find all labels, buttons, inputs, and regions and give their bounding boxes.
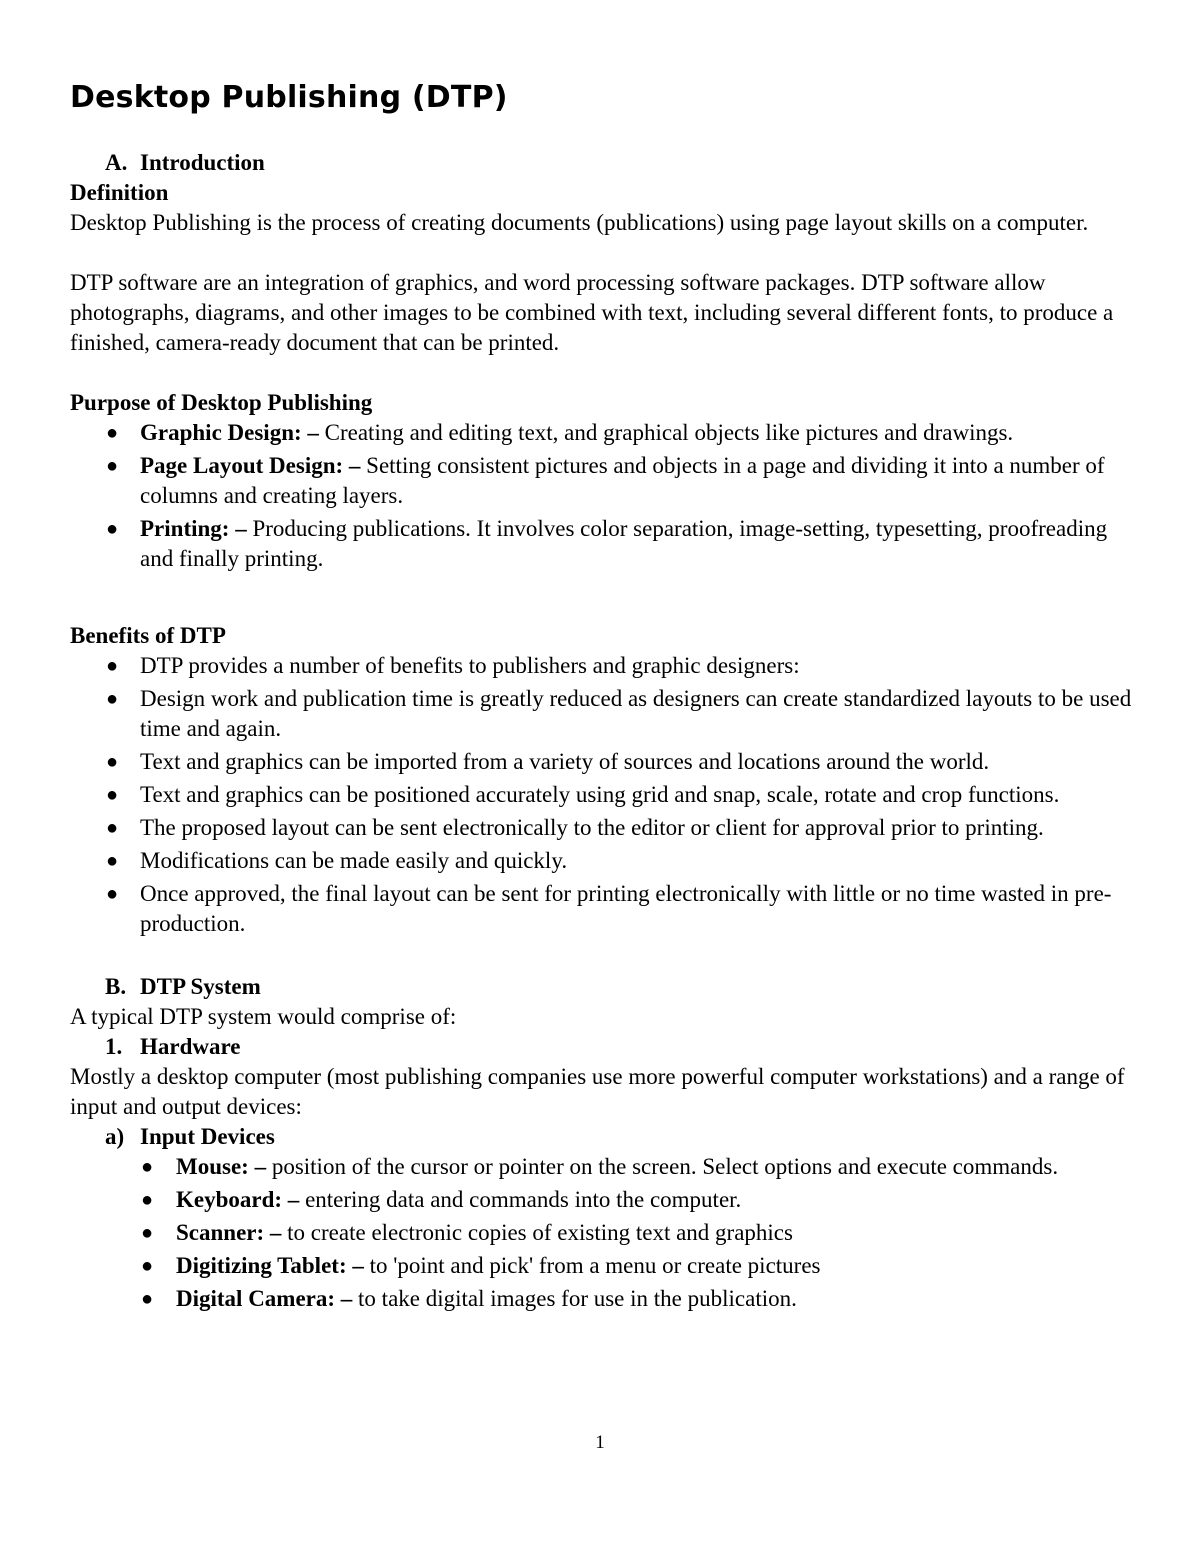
definition-heading: Definition [70,180,169,205]
bullet-icon: ● [106,655,119,677]
hardware-heading: 1. Hardware [105,1034,241,1059]
bullet-icon: ● [106,883,119,905]
input-devices-heading: a) Input Devices [105,1124,275,1149]
definition-text: Desktop Publishing is the process of creating documents (publications) using page layout skills on a computer. [70,210,1089,235]
benefits-heading: Benefits of DTP [70,623,226,648]
bullet-icon: ● [106,850,119,872]
section-b-heading: B. DTP System [105,974,261,999]
bullet-icon: ● [106,455,119,477]
list-item: ● Keyboard: – entering data and commands into the computer. [70,1185,1135,1215]
list-item: ● Digital Camera: – to take digital images for use in the publication. [70,1284,1135,1314]
purpose-list [70,418,1135,574]
page-number: 1 [595,1432,605,1453]
list-item: ● Text and graphics can be imported from a variety of sources and locations around the world. [70,747,1135,777]
bullet-icon: ● [141,1288,154,1310]
input-devices-list [70,1152,1135,1314]
list-item: ● Mouse: – position of the cursor or pointer on the screen. Select options and execute commands. [70,1152,1135,1182]
hardware-text: Mostly a desktop computer (most publishing companies use more powerful computer workstations) and a range of input and output devices: [70,1064,1125,1119]
dtp-software-text: DTP software are an integration of graphics, and word processing software packages. DTP software allow photographs, diagrams, and other images to be combined with text, including several different fonts, to produce a finished, camera-ready document that can be printed. [70,270,1114,355]
system-intro-text: A typical DTP system would comprise of: [70,1004,457,1029]
bullet-icon: ● [141,1156,154,1178]
list-item: ● Page Layout Design: – Setting consistent pictures and objects in a page and dividing it into a number of columns and creating layers. [106,453,1105,508]
list-item: ● Graphic Design: – Creating and editing text, and graphical objects like pictures and drawings. [70,418,1135,448]
list-item: ● Modifications can be made easily and quickly. [70,846,1135,876]
list-item: ● Design work and publication time is greatly reduced as designers can create standardized layouts to be used time and again. [106,686,1132,741]
section-a-heading: A. Introduction [105,150,265,175]
list-item: ● The proposed layout can be sent electronically to the editor or client for approval prior to printing. [70,813,1135,843]
bullet-icon: ● [106,422,119,444]
bullet-icon: ● [106,688,119,710]
list-item: ● Text and graphics can be positioned accurately using grid and snap, scale, rotate and crop functions. [70,780,1135,810]
bullet-icon: ● [106,751,119,773]
bullet-icon: ● [106,518,119,540]
list-item: ● Scanner: – to create electronic copies of existing text and graphics [70,1218,1135,1248]
bullet-icon: ● [141,1222,154,1244]
list-item: ● Printing: – Producing publications. It involves color separation, image-setting, typesetting, proofreading and finally printing. [106,516,1108,571]
list-item: ● Digitizing Tablet: – to 'point and pick' from a menu or create pictures [70,1251,1135,1281]
bullet-icon: ● [106,817,119,839]
list-item: ● DTP provides a number of benefits to publishers and graphic designers: [70,651,1135,681]
list-item: ● Once approved, the final layout can be sent for printing electronically with little or no time wasted in pre-production. [106,881,1112,936]
bullet-icon: ● [141,1189,154,1211]
benefits-list [70,651,1135,939]
bullet-icon: ● [141,1255,154,1277]
document-title: Desktop Publishing (DTP) [70,80,508,115]
purpose-heading: Purpose of Desktop Publishing [70,390,373,415]
document-body [70,148,1135,1317]
bullet-icon: ● [106,784,119,806]
